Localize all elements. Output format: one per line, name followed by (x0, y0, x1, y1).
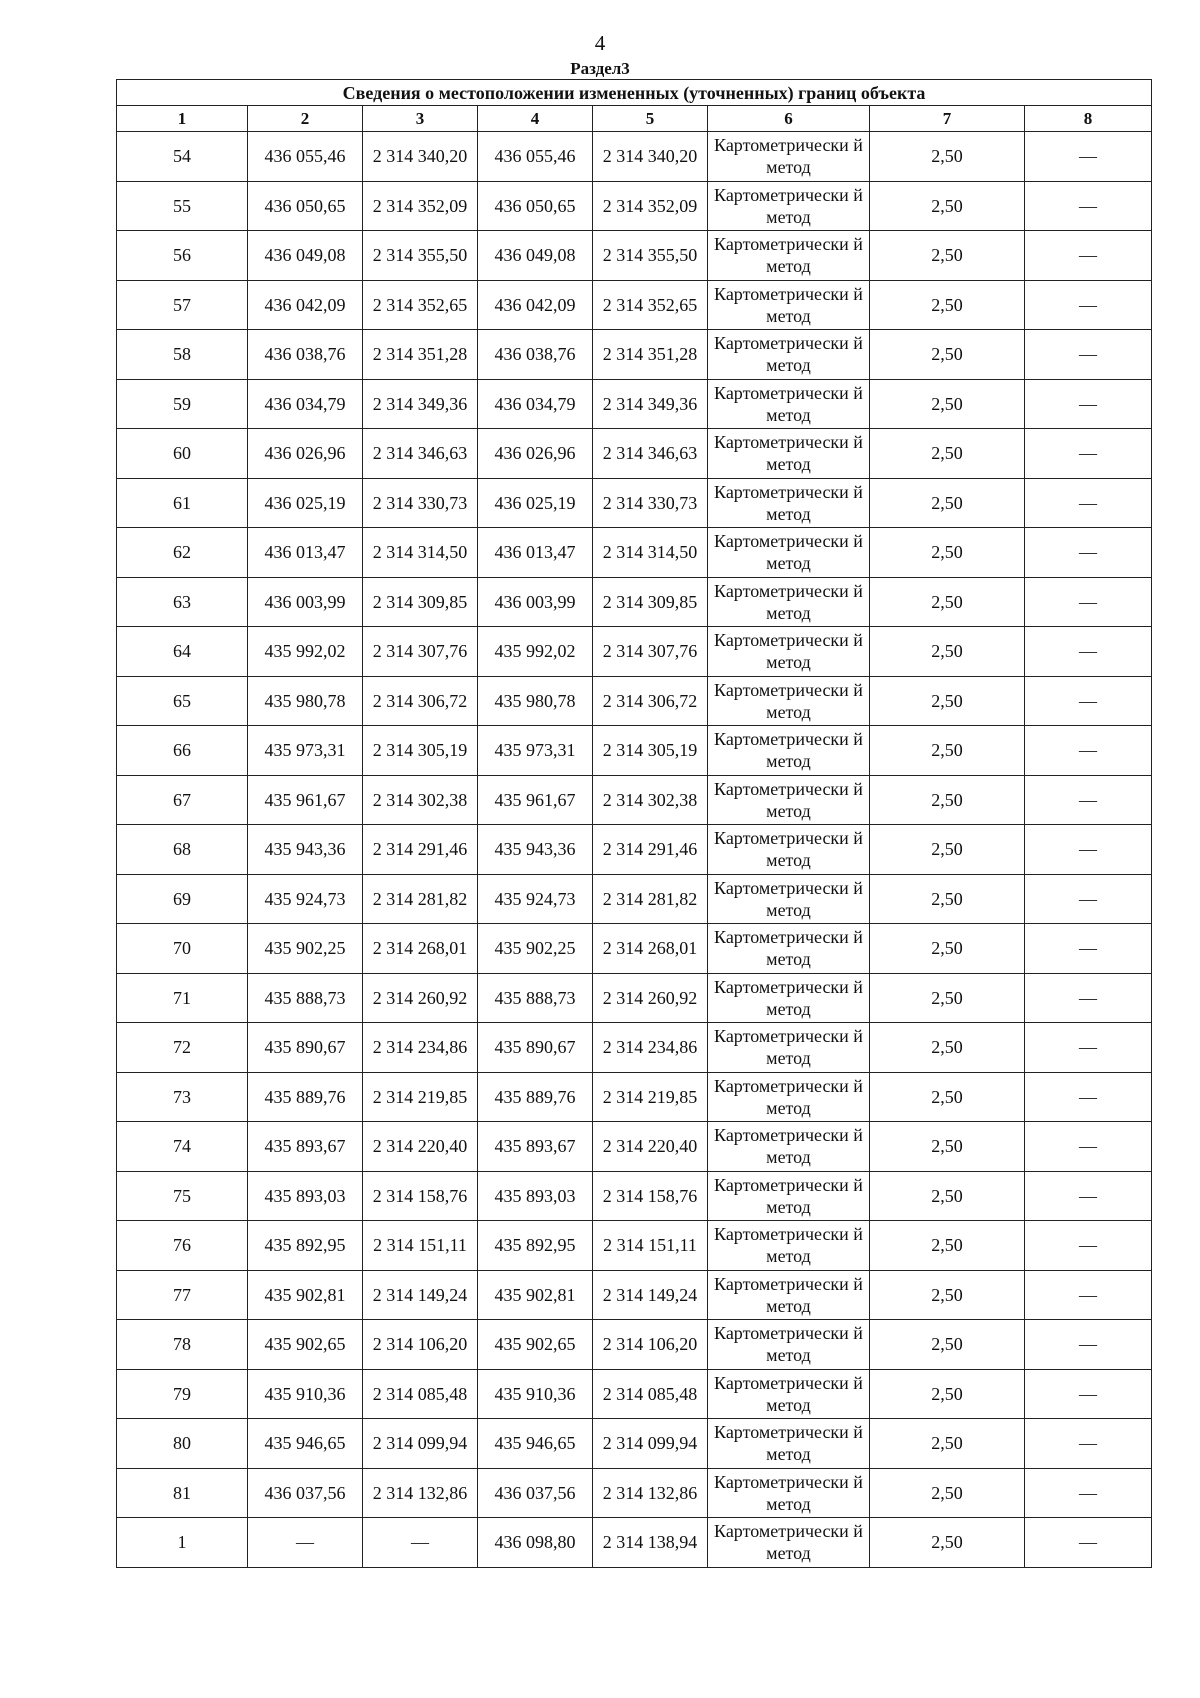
old-y-cell: 2 314 307,76 (363, 627, 478, 677)
old-x-cell: 435 892,95 (248, 1221, 363, 1271)
old-x-cell: 435 902,25 (248, 924, 363, 974)
description-cell: — (1025, 1171, 1152, 1221)
point-number-cell: 71 (117, 973, 248, 1023)
boundary-coordinates-table (116, 79, 1152, 1568)
description-cell: — (1025, 1369, 1152, 1419)
new-x-cell: 436 042,09 (478, 280, 593, 330)
old-y-cell: 2 314 281,82 (363, 874, 478, 924)
description-cell: — (1025, 330, 1152, 380)
old-y-cell: 2 314 352,09 (363, 181, 478, 231)
old-x-cell: 436 050,65 (248, 181, 363, 231)
old-x-cell: 435 973,31 (248, 726, 363, 776)
new-y-cell: 2 314 106,20 (593, 1320, 708, 1370)
point-number-cell: 68 (117, 825, 248, 875)
accuracy-cell: 2,50 (870, 1023, 1025, 1073)
accuracy-cell: 2,50 (870, 1072, 1025, 1122)
column-header: 3 (363, 106, 478, 132)
description-cell: — (1025, 1270, 1152, 1320)
old-y-cell: 2 314 260,92 (363, 973, 478, 1023)
description-cell: — (1025, 924, 1152, 974)
table-row (117, 1468, 1152, 1518)
method-cell: Картометрически й метод (708, 1468, 870, 1518)
table-row (117, 874, 1152, 924)
description-cell: — (1025, 627, 1152, 677)
new-y-cell: 2 314 291,46 (593, 825, 708, 875)
old-x-cell: 436 025,19 (248, 478, 363, 528)
point-number-cell: 56 (117, 231, 248, 281)
accuracy-cell: 2,50 (870, 726, 1025, 776)
method-cell: Картометрически й метод (708, 1270, 870, 1320)
old-y-cell: 2 314 330,73 (363, 478, 478, 528)
new-x-cell: 436 025,19 (478, 478, 593, 528)
new-x-cell: 435 888,73 (478, 973, 593, 1023)
old-y-cell: 2 314 149,24 (363, 1270, 478, 1320)
method-cell: Картометрически й метод (708, 1369, 870, 1419)
new-x-cell: 435 992,02 (478, 627, 593, 677)
table-row (117, 1419, 1152, 1469)
point-number-cell: 77 (117, 1270, 248, 1320)
description-cell: — (1025, 280, 1152, 330)
old-x-cell: 435 902,65 (248, 1320, 363, 1370)
old-x-cell: 436 026,96 (248, 429, 363, 479)
old-x-cell: 435 980,78 (248, 676, 363, 726)
table-row (117, 775, 1152, 825)
description-cell: — (1025, 429, 1152, 479)
accuracy-cell: 2,50 (870, 1122, 1025, 1172)
new-x-cell: 436 026,96 (478, 429, 593, 479)
description-cell: — (1025, 1468, 1152, 1518)
new-x-cell: 435 893,03 (478, 1171, 593, 1221)
new-y-cell: 2 314 349,36 (593, 379, 708, 429)
accuracy-cell: 2,50 (870, 577, 1025, 627)
old-x-cell: 435 893,67 (248, 1122, 363, 1172)
table-caption: Сведения о местоположении измененных (уточненных) границ объекта (117, 80, 1152, 106)
point-number-cell: 66 (117, 726, 248, 776)
column-header: 1 (117, 106, 248, 132)
old-x-cell: 436 003,99 (248, 577, 363, 627)
old-y-cell: 2 314 351,28 (363, 330, 478, 380)
description-cell: — (1025, 181, 1152, 231)
accuracy-cell: 2,50 (870, 429, 1025, 479)
method-cell: Картометрически й метод (708, 231, 870, 281)
accuracy-cell: 2,50 (870, 1320, 1025, 1370)
accuracy-cell: 2,50 (870, 528, 1025, 578)
method-cell: Картометрически й метод (708, 874, 870, 924)
point-number-cell: 80 (117, 1419, 248, 1469)
description-cell: — (1025, 973, 1152, 1023)
table-row (117, 528, 1152, 578)
point-number-cell: 81 (117, 1468, 248, 1518)
old-x-cell: 435 902,81 (248, 1270, 363, 1320)
table-row (117, 132, 1152, 182)
new-x-cell: 435 902,25 (478, 924, 593, 974)
old-x-cell: 436 037,56 (248, 1468, 363, 1518)
new-x-cell: 436 013,47 (478, 528, 593, 578)
point-number-cell: 64 (117, 627, 248, 677)
new-y-cell: 2 314 220,40 (593, 1122, 708, 1172)
new-x-cell: 435 946,65 (478, 1419, 593, 1469)
new-y-cell: 2 314 158,76 (593, 1171, 708, 1221)
new-y-cell: 2 314 138,94 (593, 1518, 708, 1568)
description-cell: — (1025, 577, 1152, 627)
old-y-cell: 2 314 291,46 (363, 825, 478, 875)
new-x-cell: 435 902,81 (478, 1270, 593, 1320)
old-y-cell: 2 314 355,50 (363, 231, 478, 281)
accuracy-cell: 2,50 (870, 1419, 1025, 1469)
old-x-cell: 435 910,36 (248, 1369, 363, 1419)
old-y-cell: 2 314 151,11 (363, 1221, 478, 1271)
old-x-cell: — (248, 1518, 363, 1568)
old-y-cell: 2 314 349,36 (363, 379, 478, 429)
old-y-cell: 2 314 099,94 (363, 1419, 478, 1469)
accuracy-cell: 2,50 (870, 973, 1025, 1023)
new-y-cell: 2 314 346,63 (593, 429, 708, 479)
method-cell: Картометрически й метод (708, 973, 870, 1023)
accuracy-cell: 2,50 (870, 280, 1025, 330)
new-y-cell: 2 314 132,86 (593, 1468, 708, 1518)
table-row (117, 280, 1152, 330)
new-y-cell: 2 314 351,28 (593, 330, 708, 380)
point-number-cell: 75 (117, 1171, 248, 1221)
new-x-cell: 436 055,46 (478, 132, 593, 182)
point-number-cell: 70 (117, 924, 248, 974)
table-row (117, 181, 1152, 231)
point-number-cell: 62 (117, 528, 248, 578)
table-row (117, 1122, 1152, 1172)
new-y-cell: 2 314 306,72 (593, 676, 708, 726)
description-cell: — (1025, 132, 1152, 182)
point-number-cell: 72 (117, 1023, 248, 1073)
old-y-cell: 2 314 340,20 (363, 132, 478, 182)
new-y-cell: 2 314 099,94 (593, 1419, 708, 1469)
description-cell: — (1025, 231, 1152, 281)
method-cell: Картометрически й метод (708, 528, 870, 578)
accuracy-cell: 2,50 (870, 181, 1025, 231)
point-number-cell: 73 (117, 1072, 248, 1122)
method-cell: Картометрически й метод (708, 1221, 870, 1271)
new-y-cell: 2 314 314,50 (593, 528, 708, 578)
accuracy-cell: 2,50 (870, 1171, 1025, 1221)
new-y-cell: 2 314 352,65 (593, 280, 708, 330)
column-header: 7 (870, 106, 1025, 132)
old-y-cell: 2 314 352,65 (363, 280, 478, 330)
new-y-cell: 2 314 355,50 (593, 231, 708, 281)
old-y-cell: 2 314 346,63 (363, 429, 478, 479)
method-cell: Картометрически й метод (708, 924, 870, 974)
column-header: 8 (1025, 106, 1152, 132)
accuracy-cell: 2,50 (870, 132, 1025, 182)
old-y-cell: 2 314 085,48 (363, 1369, 478, 1419)
table-row (117, 478, 1152, 528)
method-cell: Картометрически й метод (708, 627, 870, 677)
old-y-cell: 2 314 302,38 (363, 775, 478, 825)
new-x-cell: 436 098,80 (478, 1518, 593, 1568)
method-cell: Картометрически й метод (708, 1419, 870, 1469)
new-y-cell: 2 314 085,48 (593, 1369, 708, 1419)
new-x-cell: 436 038,76 (478, 330, 593, 380)
description-cell: — (1025, 1419, 1152, 1469)
point-number-cell: 1 (117, 1518, 248, 1568)
point-number-cell: 79 (117, 1369, 248, 1419)
description-cell: — (1025, 726, 1152, 776)
old-x-cell: 435 943,36 (248, 825, 363, 875)
new-y-cell: 2 314 352,09 (593, 181, 708, 231)
method-cell: Картометрически й метод (708, 676, 870, 726)
point-number-cell: 67 (117, 775, 248, 825)
column-header: 5 (593, 106, 708, 132)
point-number-cell: 65 (117, 676, 248, 726)
new-x-cell: 435 892,95 (478, 1221, 593, 1271)
new-x-cell: 435 902,65 (478, 1320, 593, 1370)
old-x-cell: 435 946,65 (248, 1419, 363, 1469)
method-cell: Картометрически й метод (708, 181, 870, 231)
table-row (117, 1320, 1152, 1370)
section-title: Раздел3 (570, 59, 630, 78)
column-header: 2 (248, 106, 363, 132)
table-row (117, 1023, 1152, 1073)
old-x-cell: 436 013,47 (248, 528, 363, 578)
table-row (117, 1270, 1152, 1320)
old-x-cell: 435 961,67 (248, 775, 363, 825)
table-row (117, 379, 1152, 429)
method-cell: Картометрически й метод (708, 1122, 870, 1172)
method-cell: Картометрически й метод (708, 825, 870, 875)
new-y-cell: 2 314 219,85 (593, 1072, 708, 1122)
new-y-cell: 2 314 305,19 (593, 726, 708, 776)
new-y-cell: 2 314 281,82 (593, 874, 708, 924)
column-header: 4 (478, 106, 593, 132)
point-number-cell: 55 (117, 181, 248, 231)
point-number-cell: 78 (117, 1320, 248, 1370)
method-cell: Картометрически й метод (708, 132, 870, 182)
old-y-cell: 2 314 220,40 (363, 1122, 478, 1172)
table-row (117, 627, 1152, 677)
new-x-cell: 435 980,78 (478, 676, 593, 726)
method-cell: Картометрически й метод (708, 280, 870, 330)
description-cell: — (1025, 1221, 1152, 1271)
old-x-cell: 435 924,73 (248, 874, 363, 924)
new-x-cell: 436 003,99 (478, 577, 593, 627)
point-number-cell: 60 (117, 429, 248, 479)
old-x-cell: 436 034,79 (248, 379, 363, 429)
table-row (117, 973, 1152, 1023)
new-x-cell: 435 943,36 (478, 825, 593, 875)
method-cell: Картометрически й метод (708, 1023, 870, 1073)
old-y-cell: 2 314 132,86 (363, 1468, 478, 1518)
description-cell: — (1025, 528, 1152, 578)
table-row (117, 1072, 1152, 1122)
description-cell: — (1025, 1023, 1152, 1073)
method-cell: Картометрически й метод (708, 330, 870, 380)
new-x-cell: 435 893,67 (478, 1122, 593, 1172)
old-x-cell: 435 992,02 (248, 627, 363, 677)
accuracy-cell: 2,50 (870, 627, 1025, 677)
method-cell: Картометрически й метод (708, 1320, 870, 1370)
accuracy-cell: 2,50 (870, 676, 1025, 726)
method-cell: Картометрически й метод (708, 379, 870, 429)
new-y-cell: 2 314 307,76 (593, 627, 708, 677)
new-x-cell: 435 924,73 (478, 874, 593, 924)
table-row (117, 726, 1152, 776)
old-x-cell: 435 889,76 (248, 1072, 363, 1122)
new-x-cell: 435 889,76 (478, 1072, 593, 1122)
old-y-cell: 2 314 234,86 (363, 1023, 478, 1073)
point-number-cell: 57 (117, 280, 248, 330)
column-number-row (117, 106, 1152, 132)
old-y-cell: 2 314 268,01 (363, 924, 478, 974)
point-number-cell: 58 (117, 330, 248, 380)
point-number-cell: 59 (117, 379, 248, 429)
new-y-cell: 2 314 302,38 (593, 775, 708, 825)
old-y-cell: 2 314 219,85 (363, 1072, 478, 1122)
accuracy-cell: 2,50 (870, 874, 1025, 924)
table-row (117, 1518, 1152, 1568)
new-x-cell: 435 961,67 (478, 775, 593, 825)
description-cell: — (1025, 1320, 1152, 1370)
method-cell: Картометрически й метод (708, 775, 870, 825)
point-number-cell: 63 (117, 577, 248, 627)
method-cell: Картометрически й метод (708, 577, 870, 627)
accuracy-cell: 2,50 (870, 231, 1025, 281)
description-cell: — (1025, 775, 1152, 825)
method-cell: Картометрически й метод (708, 1171, 870, 1221)
page-number: 4 (594, 31, 606, 55)
point-number-cell: 61 (117, 478, 248, 528)
method-cell: Картометрически й метод (708, 478, 870, 528)
accuracy-cell: 2,50 (870, 775, 1025, 825)
new-y-cell: 2 314 268,01 (593, 924, 708, 974)
table-row (117, 429, 1152, 479)
accuracy-cell: 2,50 (870, 478, 1025, 528)
new-y-cell: 2 314 234,86 (593, 1023, 708, 1073)
method-cell: Картометрически й метод (708, 429, 870, 479)
old-x-cell: 436 042,09 (248, 280, 363, 330)
accuracy-cell: 2,50 (870, 1221, 1025, 1271)
method-cell: Картометрически й метод (708, 726, 870, 776)
old-y-cell: 2 314 306,72 (363, 676, 478, 726)
old-y-cell: 2 314 314,50 (363, 528, 478, 578)
old-x-cell: 436 055,46 (248, 132, 363, 182)
accuracy-cell: 2,50 (870, 924, 1025, 974)
table-row (117, 825, 1152, 875)
table-body (117, 132, 1152, 1568)
new-x-cell: 436 049,08 (478, 231, 593, 281)
point-number-cell: 54 (117, 132, 248, 182)
table-row (117, 1369, 1152, 1419)
old-y-cell: — (363, 1518, 478, 1568)
description-cell: — (1025, 1072, 1152, 1122)
method-cell: Картометрически й метод (708, 1518, 870, 1568)
table-row (117, 676, 1152, 726)
old-x-cell: 436 049,08 (248, 231, 363, 281)
new-x-cell: 435 890,67 (478, 1023, 593, 1073)
old-x-cell: 436 038,76 (248, 330, 363, 380)
new-y-cell: 2 314 151,11 (593, 1221, 708, 1271)
table-row (117, 1221, 1152, 1271)
point-number-cell: 69 (117, 874, 248, 924)
accuracy-cell: 2,50 (870, 379, 1025, 429)
old-x-cell: 435 888,73 (248, 973, 363, 1023)
new-x-cell: 436 037,56 (478, 1468, 593, 1518)
accuracy-cell: 2,50 (870, 330, 1025, 380)
accuracy-cell: 2,50 (870, 1518, 1025, 1568)
point-number-cell: 76 (117, 1221, 248, 1271)
old-x-cell: 435 893,03 (248, 1171, 363, 1221)
accuracy-cell: 2,50 (870, 825, 1025, 875)
new-y-cell: 2 314 309,85 (593, 577, 708, 627)
table-row (117, 924, 1152, 974)
description-cell: — (1025, 478, 1152, 528)
new-x-cell: 436 050,65 (478, 181, 593, 231)
old-y-cell: 2 314 305,19 (363, 726, 478, 776)
old-y-cell: 2 314 309,85 (363, 577, 478, 627)
table-row (117, 577, 1152, 627)
column-header: 6 (708, 106, 870, 132)
new-x-cell: 435 973,31 (478, 726, 593, 776)
new-y-cell: 2 314 260,92 (593, 973, 708, 1023)
description-cell: — (1025, 1518, 1152, 1568)
new-y-cell: 2 314 340,20 (593, 132, 708, 182)
accuracy-cell: 2,50 (870, 1270, 1025, 1320)
new-y-cell: 2 314 330,73 (593, 478, 708, 528)
description-cell: — (1025, 825, 1152, 875)
point-number-cell: 74 (117, 1122, 248, 1172)
description-cell: — (1025, 1122, 1152, 1172)
description-cell: — (1025, 676, 1152, 726)
old-y-cell: 2 314 106,20 (363, 1320, 478, 1370)
old-x-cell: 435 890,67 (248, 1023, 363, 1073)
new-y-cell: 2 314 149,24 (593, 1270, 708, 1320)
table-row (117, 231, 1152, 281)
accuracy-cell: 2,50 (870, 1369, 1025, 1419)
table-row (117, 1171, 1152, 1221)
new-x-cell: 435 910,36 (478, 1369, 593, 1419)
description-cell: — (1025, 379, 1152, 429)
old-y-cell: 2 314 158,76 (363, 1171, 478, 1221)
new-x-cell: 436 034,79 (478, 379, 593, 429)
accuracy-cell: 2,50 (870, 1468, 1025, 1518)
description-cell: — (1025, 874, 1152, 924)
method-cell: Картометрически й метод (708, 1072, 870, 1122)
table-row (117, 330, 1152, 380)
